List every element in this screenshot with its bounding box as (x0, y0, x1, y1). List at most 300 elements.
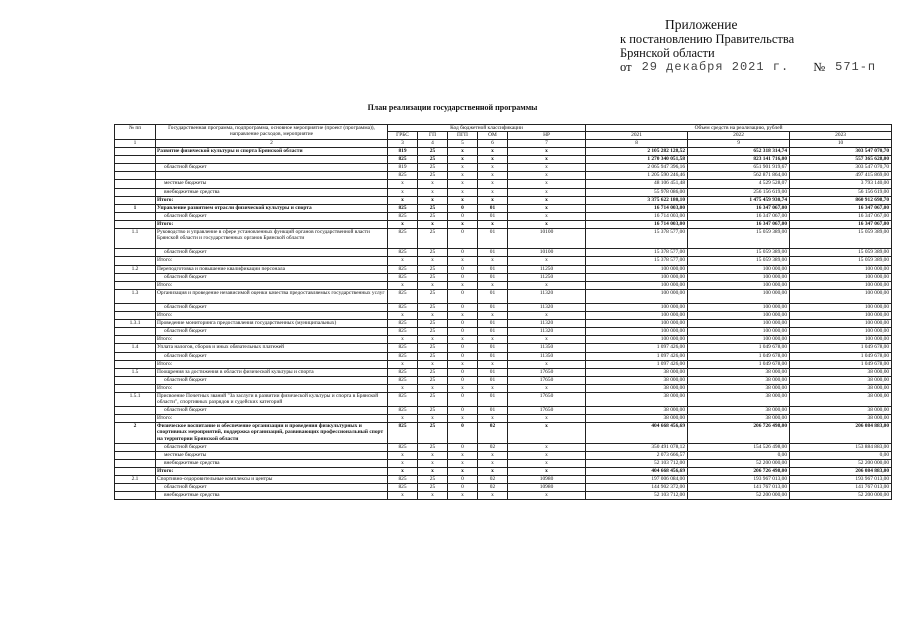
om-cell: 01 (478, 265, 508, 273)
nr-cell: х (508, 148, 586, 156)
row-number-cell: 2 (115, 423, 156, 443)
amount-2022-cell: 38 000,00 (688, 415, 790, 423)
table-row (115, 273, 892, 281)
row-number-cell (115, 212, 156, 220)
row-name-cell: Итого: (156, 257, 388, 265)
pgp-cell: 0 (448, 368, 478, 376)
gp-cell: 25 (418, 344, 448, 352)
pgp-cell: 0 (448, 393, 478, 407)
grbs-cell: 825 (388, 204, 418, 212)
grbs-cell: х (388, 459, 418, 467)
grbs-cell: 825 (388, 484, 418, 492)
amount-2023-cell: 100 000,00 (790, 289, 892, 303)
gp-cell: 25 (418, 376, 448, 384)
number-label: № (813, 60, 826, 74)
row-number-cell (115, 281, 156, 289)
appendix-header (620, 18, 900, 74)
amount-2023-cell: 52 200 000,00 (790, 492, 892, 500)
amount-2023-cell: 16 347 067,00 (790, 204, 892, 212)
table-row (115, 467, 892, 475)
row-number-cell (115, 220, 156, 228)
amount-2022-cell: 1 049 678,00 (688, 344, 790, 352)
pgp-cell: 0 (448, 407, 478, 415)
pgp-cell: х (448, 492, 478, 500)
pgp-cell: 0 (448, 376, 478, 384)
grbs-cell: х (388, 467, 418, 475)
amount-2022-cell: 100 000,00 (688, 281, 790, 289)
om-cell: х (478, 459, 508, 467)
table-row (115, 352, 892, 360)
nr-cell: 10100 (508, 229, 586, 249)
row-name-cell: внебюджетные средства (156, 492, 388, 500)
pgp-cell: 0 (448, 204, 478, 212)
grbs-cell: 825 (388, 376, 418, 384)
amount-2021-cell: 16 714 003,00 (586, 220, 688, 228)
amount-2021-cell: 16 714 003,00 (586, 212, 688, 220)
pgp-cell: х (448, 220, 478, 228)
row-number-cell (115, 273, 156, 281)
amount-2022-cell: 562 871 864,00 (688, 172, 790, 180)
amount-2023-cell: 206 084 883,00 (790, 423, 892, 443)
gp-cell: х (418, 415, 448, 423)
amount-2022-cell: 15 059 389,00 (688, 257, 790, 265)
row-number-cell (115, 443, 156, 451)
nr-cell: х (508, 220, 586, 228)
amount-2021-cell: 100 000,00 (586, 281, 688, 289)
col-2022-header: 2022 (688, 132, 790, 140)
row-name-cell: областной бюджет (156, 249, 388, 257)
amount-2021-cell: 100 000,00 (586, 303, 688, 311)
om-cell: х (478, 336, 508, 344)
gp-cell: х (418, 188, 448, 196)
nr-cell: х (508, 188, 586, 196)
gp-cell: х (418, 360, 448, 368)
row-name-cell: областной бюджет (156, 273, 388, 281)
gp-cell: х (418, 257, 448, 265)
amount-2021-cell: 2 105 282 128,52 (586, 148, 688, 156)
table-row (115, 451, 892, 459)
pgp-cell: х (448, 188, 478, 196)
row-name-cell: областной бюджет (156, 328, 388, 336)
row-name-cell: местные бюджеты (156, 451, 388, 459)
row-name-cell: Физическое воспитание и обеспечение организации и проведения физкультурных и спортивных мероприятий, поддержка организаций, развивающих профессиональный спорт на территории Брянской области (156, 423, 388, 443)
table-row (115, 376, 892, 384)
col-2023-header: 2023 (790, 132, 892, 140)
row-name-cell: Проведение мониторинга предоставления государственных (муниципальных) (156, 320, 388, 328)
amount-2023-cell: 38 000,00 (790, 376, 892, 384)
table-row (115, 281, 892, 289)
row-name-cell: Итого: (156, 312, 388, 320)
amount-2021-cell: 38 000,00 (586, 407, 688, 415)
table-row (115, 368, 892, 376)
row-name-cell: Итого: (156, 467, 388, 475)
om-cell: 02 (478, 476, 508, 484)
amount-2023-cell: 193 967 013,00 (790, 476, 892, 484)
row-name-cell: областной бюджет (156, 212, 388, 220)
program-plan-table (114, 124, 892, 500)
om-cell: 01 (478, 303, 508, 311)
amount-2021-cell: 15 378 577,00 (586, 257, 688, 265)
amount-2021-cell: 16 714 003,00 (586, 204, 688, 212)
gp-cell: 25 (418, 484, 448, 492)
gp-cell: х (418, 196, 448, 204)
amount-2021-cell: 48 106 451,48 (586, 180, 688, 188)
row-number-cell (115, 164, 156, 172)
row-name-cell: областной бюджет (156, 164, 388, 172)
gp-cell: 25 (418, 273, 448, 281)
grbs-cell: х (388, 188, 418, 196)
amount-2022-cell: 38 000,00 (688, 393, 790, 407)
gp-cell: х (418, 451, 448, 459)
nr-cell: 10980 (508, 484, 586, 492)
col-2021-header: 2021 (586, 132, 688, 140)
om-cell: 01 (478, 320, 508, 328)
om-cell: х (478, 281, 508, 289)
grbs-cell: 825 (388, 423, 418, 443)
amount-2022-cell: 100 000,00 (688, 289, 790, 303)
amount-2021-cell: 1 097 426,00 (586, 352, 688, 360)
col-num-header: № пп (115, 125, 156, 140)
amount-2021-cell: 100 000,00 (586, 312, 688, 320)
om-cell: х (478, 196, 508, 204)
table-row (115, 336, 892, 344)
om-cell: х (478, 257, 508, 265)
nr-cell: х (508, 451, 586, 459)
table-row (115, 415, 892, 423)
nr-cell: х (508, 281, 586, 289)
row-number-cell: 1.4 (115, 344, 156, 352)
gp-cell: 25 (418, 407, 448, 415)
om-cell: х (478, 172, 508, 180)
grbs-cell: х (388, 312, 418, 320)
pgp-cell: 0 (448, 484, 478, 492)
row-number-cell (115, 328, 156, 336)
nr-cell: х (508, 443, 586, 451)
nr-cell: 17650 (508, 407, 586, 415)
amount-2021-cell: 52 103 712,00 (586, 492, 688, 500)
gp-cell: 25 (418, 423, 448, 443)
amount-2021-cell: 38 000,00 (586, 376, 688, 384)
gp-cell: 25 (418, 393, 448, 407)
pgp-cell: 0 (448, 303, 478, 311)
grbs-cell: х (388, 180, 418, 188)
om-cell: х (478, 467, 508, 475)
nr-cell: х (508, 384, 586, 392)
pgp-cell: 0 (448, 352, 478, 360)
amount-2021-cell: 55 978 086,00 (586, 188, 688, 196)
grbs-cell: 825 (388, 407, 418, 415)
nr-cell: х (508, 459, 586, 467)
table-row (115, 384, 892, 392)
pgp-cell: х (448, 257, 478, 265)
amount-2022-cell: 154 526 498,00 (688, 443, 790, 451)
grbs-cell: 825 (388, 320, 418, 328)
amount-2022-cell: 100 000,00 (688, 265, 790, 273)
table-body (115, 148, 892, 500)
nr-cell: х (508, 336, 586, 344)
om-cell: 01 (478, 212, 508, 220)
gp-cell: 25 (418, 368, 448, 376)
col-index-8: 8 (586, 140, 688, 148)
nr-cell: х (508, 423, 586, 443)
amount-2022-cell: 52 200 000,00 (688, 492, 790, 500)
handwritten-date: 29 декабря 2021 г. (641, 60, 790, 74)
gp-cell: 25 (418, 204, 448, 212)
amount-2021-cell: 3 375 622 180,10 (586, 196, 688, 204)
amount-2022-cell: 1 049 678,00 (688, 360, 790, 368)
amount-2022-cell: 141 767 013,00 (688, 484, 790, 492)
table-row (115, 257, 892, 265)
pgp-cell: 0 (448, 423, 478, 443)
pgp-cell: х (448, 148, 478, 156)
col-index-9: 9 (688, 140, 790, 148)
om-cell: 01 (478, 393, 508, 407)
om-cell: 01 (478, 204, 508, 212)
table-row (115, 393, 892, 407)
pgp-cell: х (448, 164, 478, 172)
row-number-cell: 1.1 (115, 229, 156, 249)
nr-cell: х (508, 415, 586, 423)
amount-2023-cell: 497 415 869,00 (790, 172, 892, 180)
grbs-cell: 819 (388, 164, 418, 172)
col-om-header: ОМ (478, 132, 508, 140)
pgp-cell: х (448, 459, 478, 467)
nr-cell: х (508, 172, 586, 180)
row-name-cell: областной бюджет (156, 484, 388, 492)
amount-2023-cell: 860 912 698,70 (790, 196, 892, 204)
amount-2022-cell: 38 000,00 (688, 407, 790, 415)
pgp-cell: 0 (448, 476, 478, 484)
table-row (115, 148, 892, 156)
handwritten-number: 571-п (835, 60, 877, 74)
appendix-line-3: Брянской области (620, 46, 715, 60)
amount-2021-cell: 100 000,00 (586, 273, 688, 281)
row-name-cell (156, 156, 388, 164)
gp-cell: х (418, 281, 448, 289)
gp-cell: 25 (418, 328, 448, 336)
table-row (115, 265, 892, 273)
nr-cell: 11350 (508, 352, 586, 360)
grbs-cell: 825 (388, 352, 418, 360)
row-number-cell (115, 451, 156, 459)
amount-2021-cell: 38 000,00 (586, 415, 688, 423)
gp-cell: 25 (418, 156, 448, 164)
row-number-cell (115, 303, 156, 311)
amount-2022-cell: 15 059 389,00 (688, 229, 790, 249)
row-number-cell: 2.1 (115, 476, 156, 484)
grbs-cell: 825 (388, 328, 418, 336)
grbs-cell: 825 (388, 289, 418, 303)
appendix-line-2: к постановлению Правительства (620, 32, 795, 46)
pgp-cell: 0 (448, 289, 478, 303)
pgp-cell: 0 (448, 443, 478, 451)
amount-2021-cell: 100 000,00 (586, 336, 688, 344)
om-cell: х (478, 451, 508, 459)
row-name-cell: Итого: (156, 336, 388, 344)
amount-2022-cell: 1 049 678,00 (688, 352, 790, 360)
pgp-cell: х (448, 467, 478, 475)
grbs-cell: х (388, 492, 418, 500)
table-row (115, 344, 892, 352)
nr-cell: 10980 (508, 476, 586, 484)
table-row (115, 484, 892, 492)
amount-2023-cell: 16 347 067,00 (790, 212, 892, 220)
col-index-3: 3 (388, 140, 418, 148)
table-row (115, 360, 892, 368)
gp-cell: 25 (418, 212, 448, 220)
pgp-cell: х (448, 196, 478, 204)
table-row (115, 229, 892, 249)
amount-2022-cell: 16 347 067,00 (688, 204, 790, 212)
gp-cell: х (418, 312, 448, 320)
table-row (115, 407, 892, 415)
om-cell: 01 (478, 344, 508, 352)
row-name-cell: Переподготовка и повышение квалификации персонала (156, 265, 388, 273)
amount-2023-cell: 100 000,00 (790, 328, 892, 336)
nr-cell: х (508, 196, 586, 204)
pgp-cell: х (448, 156, 478, 164)
amount-2023-cell: 100 000,00 (790, 336, 892, 344)
col-index-4: 4 (418, 140, 448, 148)
row-number-cell (115, 459, 156, 467)
amount-2021-cell: 100 000,00 (586, 289, 688, 303)
amount-2023-cell: 0,00 (790, 451, 892, 459)
amount-2023-cell: 100 000,00 (790, 303, 892, 311)
om-cell: х (478, 164, 508, 172)
om-cell: х (478, 415, 508, 423)
row-name-cell: Итого: (156, 281, 388, 289)
amount-2023-cell: 15 059 389,00 (790, 249, 892, 257)
amount-2021-cell: 404 668 456,69 (586, 423, 688, 443)
nr-cell: 17650 (508, 393, 586, 407)
pgp-cell: х (448, 312, 478, 320)
amount-2022-cell: 193 967 013,00 (688, 476, 790, 484)
amount-2022-cell: 4 529 528,07 (688, 180, 790, 188)
om-cell: х (478, 492, 508, 500)
row-number-cell (115, 384, 156, 392)
amount-2021-cell: 350 491 078,12 (586, 443, 688, 451)
row-name-cell: областной бюджет (156, 352, 388, 360)
nr-cell: х (508, 492, 586, 500)
row-number-cell (115, 360, 156, 368)
amount-2022-cell: 100 000,00 (688, 328, 790, 336)
amount-2021-cell: 38 000,00 (586, 384, 688, 392)
om-cell: х (478, 148, 508, 156)
pgp-cell: 0 (448, 229, 478, 249)
amount-2021-cell: 1 097 426,00 (586, 344, 688, 352)
row-number-cell (115, 188, 156, 196)
row-number-cell: 1.2 (115, 265, 156, 273)
row-number-cell (115, 352, 156, 360)
amount-2022-cell: 15 059 389,00 (688, 249, 790, 257)
col-pgp-header: ПГП (448, 132, 478, 140)
col-nr-header: НР (508, 132, 586, 140)
nr-cell: х (508, 312, 586, 320)
nr-cell: 11320 (508, 320, 586, 328)
date-number-line (620, 60, 900, 74)
amount-2023-cell: 100 000,00 (790, 265, 892, 273)
amount-2021-cell: 15 378 577,00 (586, 229, 688, 249)
om-cell: 01 (478, 289, 508, 303)
grbs-cell: 825 (388, 393, 418, 407)
row-number-cell: 1.3.1 (115, 320, 156, 328)
row-number-cell (115, 467, 156, 475)
om-cell: 02 (478, 423, 508, 443)
grbs-cell: х (388, 220, 418, 228)
row-name-cell: областной бюджет (156, 443, 388, 451)
amount-2022-cell: 38 000,00 (688, 376, 790, 384)
gp-cell: 25 (418, 320, 448, 328)
gp-cell: х (418, 336, 448, 344)
pgp-cell: х (448, 415, 478, 423)
amount-2021-cell: 100 000,00 (586, 320, 688, 328)
pgp-cell: х (448, 451, 478, 459)
amount-2022-cell: 38 000,00 (688, 368, 790, 376)
nr-cell: 17650 (508, 368, 586, 376)
grbs-cell: 825 (388, 249, 418, 257)
row-number-cell (115, 336, 156, 344)
table-row (115, 164, 892, 172)
amount-2023-cell: 38 000,00 (790, 384, 892, 392)
amount-2022-cell: 100 000,00 (688, 320, 790, 328)
row-number-cell (115, 376, 156, 384)
row-number-cell (115, 196, 156, 204)
col-index-1: 1 (115, 140, 156, 148)
row-name-cell: Поощрения за достижения в области физической культуры и спорта (156, 368, 388, 376)
row-name-cell: Руководство и управление в сфере установленных функций органов государственной власти Брянской области и государственных органов Брянской области (156, 229, 388, 249)
row-name-cell: Развитие физической культуры и спорта Брянской области (156, 148, 388, 156)
nr-cell: 17650 (508, 376, 586, 384)
gp-cell: 25 (418, 352, 448, 360)
nr-cell: 11320 (508, 328, 586, 336)
amount-2021-cell: 404 668 456,69 (586, 467, 688, 475)
om-cell: 02 (478, 484, 508, 492)
table-row (115, 220, 892, 228)
table-row (115, 180, 892, 188)
amount-2022-cell: 100 000,00 (688, 303, 790, 311)
amount-2023-cell: 303 547 070,70 (790, 164, 892, 172)
row-name-cell: внебюджетные средства (156, 459, 388, 467)
gp-cell: х (418, 492, 448, 500)
amount-2022-cell: 100 000,00 (688, 312, 790, 320)
nr-cell: 11320 (508, 303, 586, 311)
row-number-cell (115, 148, 156, 156)
pgp-cell: 0 (448, 320, 478, 328)
nr-cell: 11250 (508, 273, 586, 281)
row-name-cell: Присвоение Почетных званий "За заслуги в развитии физической культуры и спорта в Брянской области", спортивных разрядов и судейских категорий (156, 393, 388, 407)
gp-cell: х (418, 384, 448, 392)
grbs-cell: х (388, 384, 418, 392)
om-cell: х (478, 220, 508, 228)
nr-cell: 11320 (508, 289, 586, 303)
nr-cell: 11250 (508, 265, 586, 273)
amount-2022-cell: 651 901 919,67 (688, 164, 790, 172)
nr-cell: х (508, 212, 586, 220)
col-grbs-header: ГРБС (388, 132, 418, 140)
col-index-7: 7 (508, 140, 586, 148)
amount-2021-cell: 1 097 426,00 (586, 360, 688, 368)
gp-cell: 25 (418, 289, 448, 303)
grbs-cell: х (388, 281, 418, 289)
table-row (115, 212, 892, 220)
table-row (115, 204, 892, 212)
om-cell: х (478, 384, 508, 392)
nr-cell: 11350 (508, 344, 586, 352)
row-name-cell: местные бюджеты (156, 180, 388, 188)
row-number-cell (115, 415, 156, 423)
grbs-cell: 825 (388, 229, 418, 249)
row-number-cell (115, 156, 156, 164)
